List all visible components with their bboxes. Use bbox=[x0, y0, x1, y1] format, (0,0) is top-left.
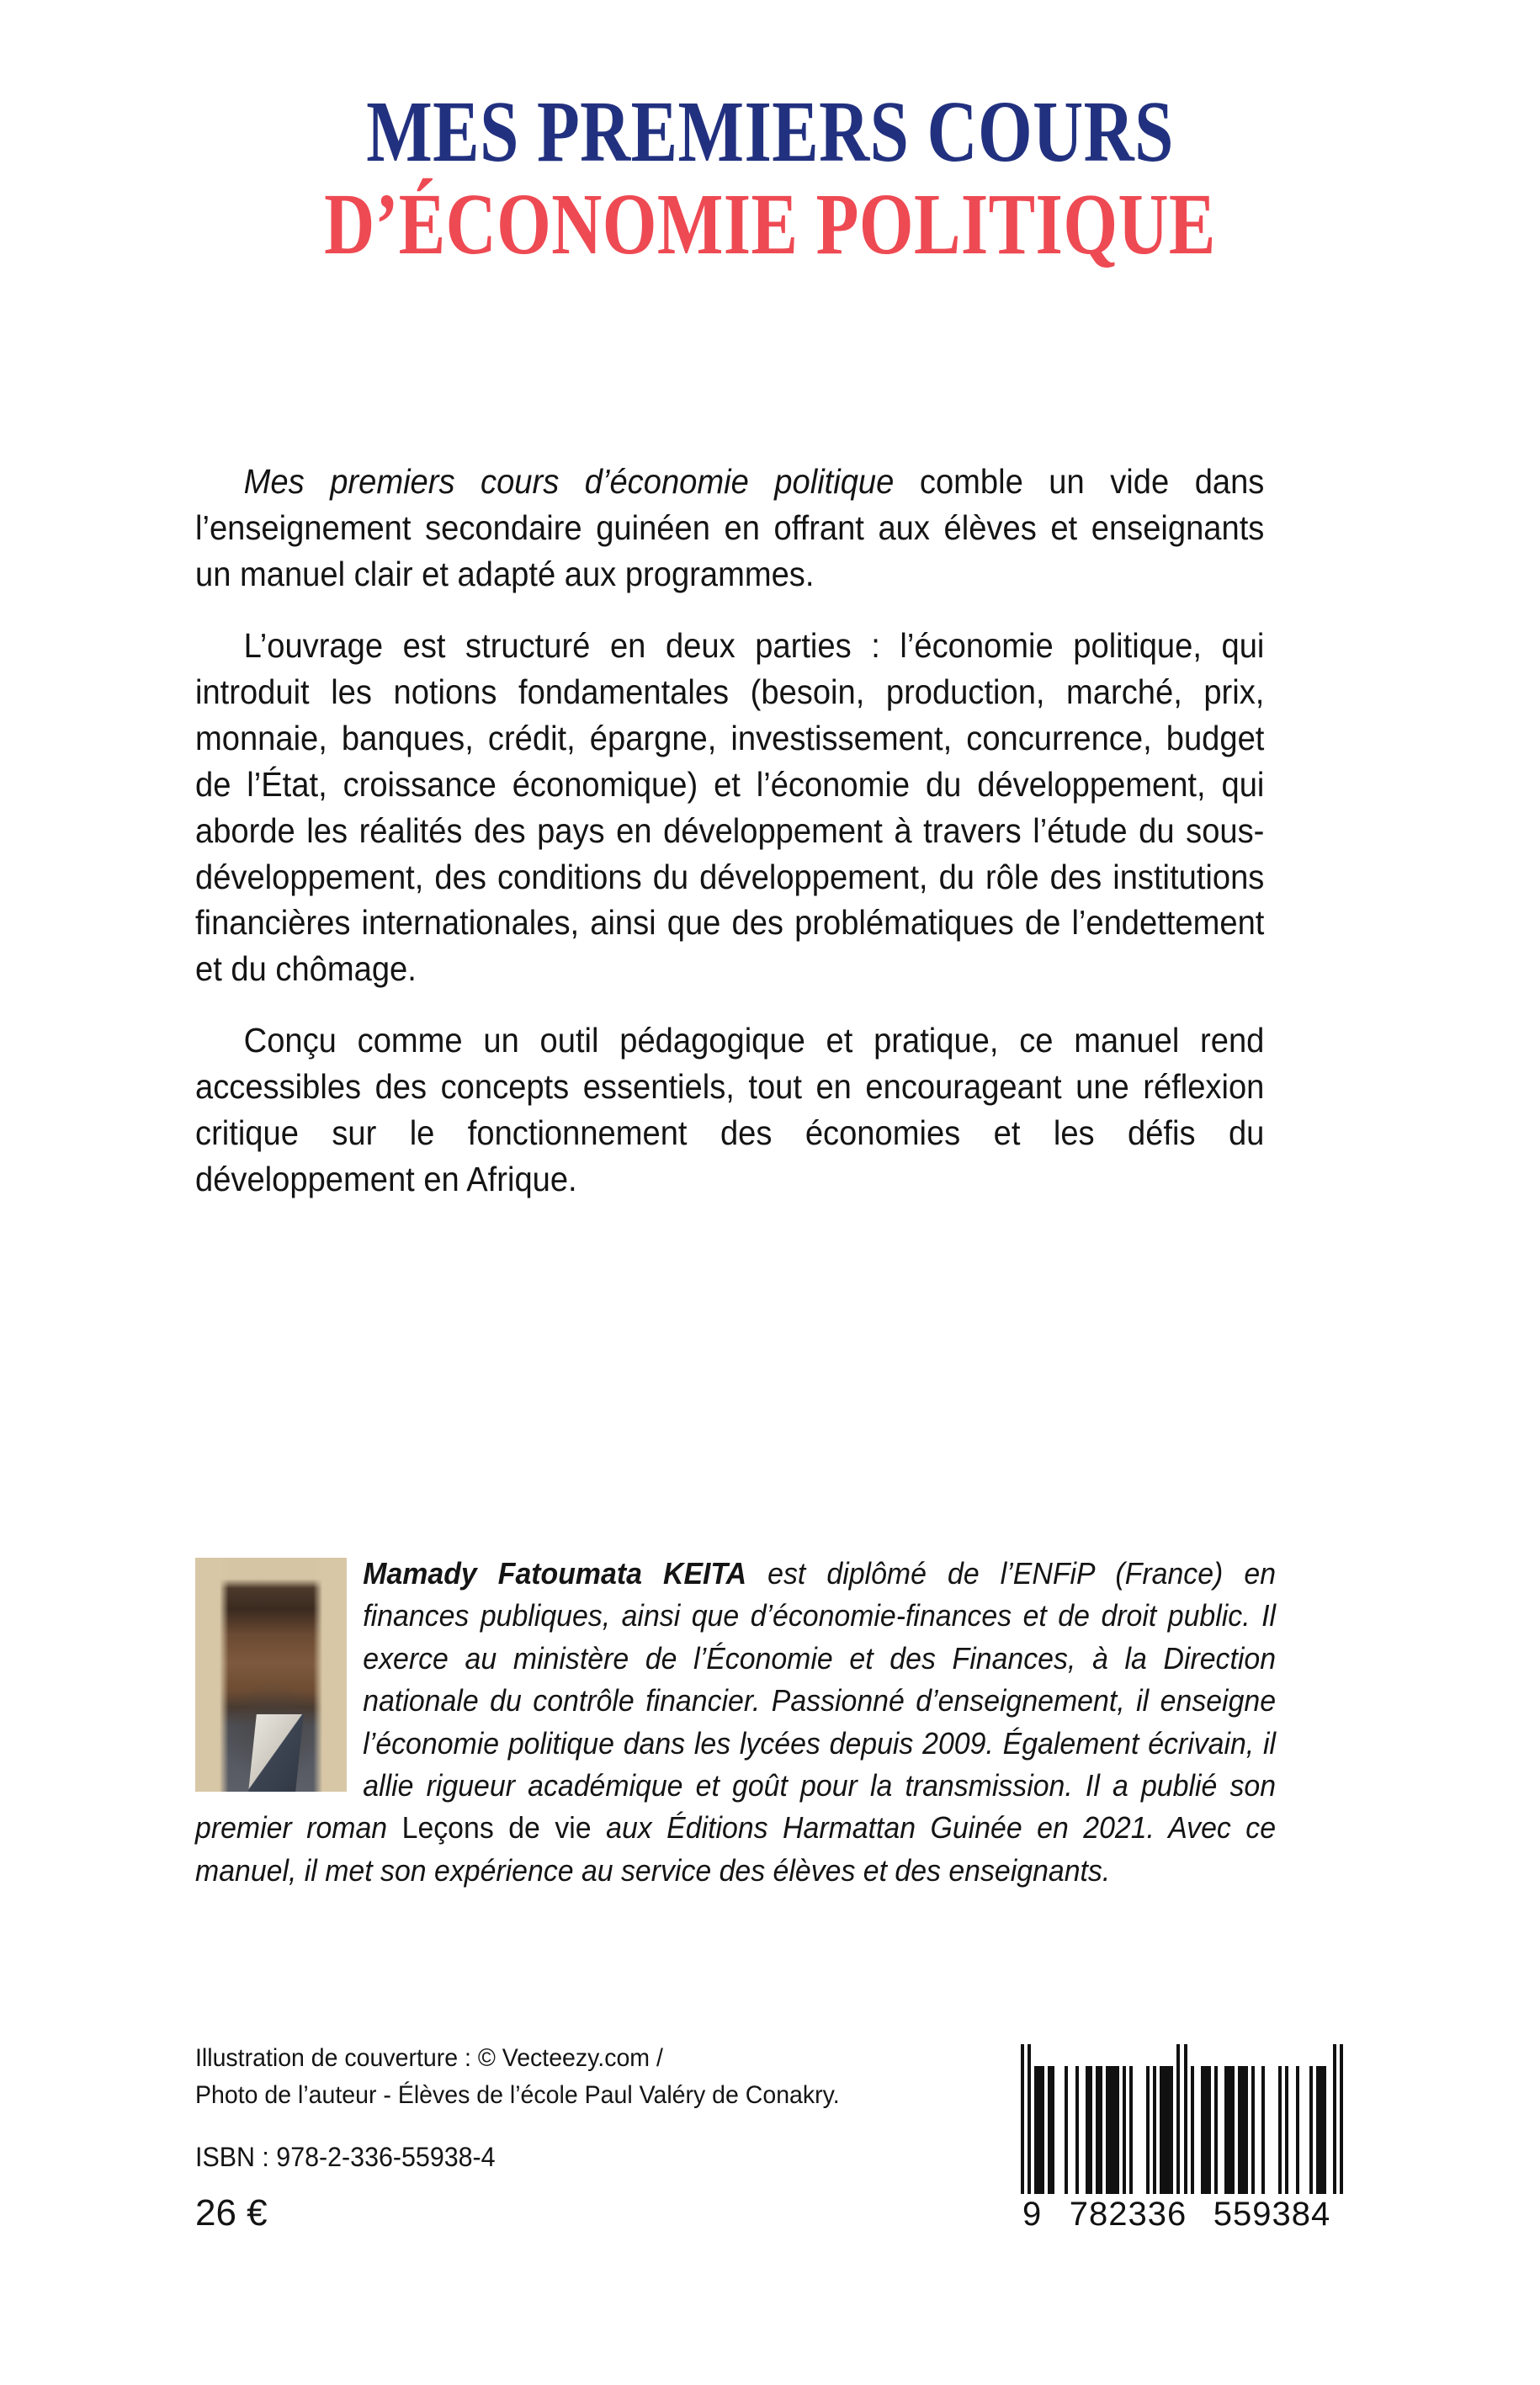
cover-credits bbox=[195, 2040, 840, 2114]
ean13-barcode bbox=[1021, 2066, 1344, 2234]
blurb-paragraph-1-rest: comble un vide dans l’enseignement secondaire guinéen en offrant aux élèves et enseignants un manuel clair et adapté aux programmes. bbox=[195, 462, 1265, 593]
credit-illustration: Illustration de couverture : © Vecteezy.com / bbox=[195, 2044, 663, 2072]
author-name: Mamady Fatoumata KEITA bbox=[363, 1556, 747, 1591]
price-text: 26 € bbox=[195, 2192, 268, 2234]
title-line-secondary: D’ÉCONOMIE POLITIQUE bbox=[324, 176, 1216, 273]
author-bio-text bbox=[195, 1553, 1276, 1892]
barcode-digits bbox=[1021, 2196, 1344, 2234]
barcode-group-left: 782336 bbox=[1069, 2196, 1187, 2233]
cover-title bbox=[0, 83, 1540, 273]
credit-photo: Photo de l’auteur - Élèves de l’école Paul Valéry de Conakry. bbox=[195, 2080, 840, 2109]
blurb-paragraph-1 bbox=[195, 459, 1264, 598]
barcode-bars bbox=[1021, 2066, 1344, 2194]
title-line-primary: MES PREMIERS COURS bbox=[366, 83, 1174, 180]
author-bio-part-2: aux Éditions Harmattan Guinée en 2021. Avec ce manuel, il met son expérience au service des élèves et des enseignants. bbox=[195, 1810, 1277, 1888]
blurb-paragraph-2: L’ouvrage est structuré en deux parties : l’économie politique, qui introduit les notions fondamentales (besoin, production, marché, prix, monnaie, banques, crédit, épargne, investissement, concurrence, budget de l’État, croissance économique) et l’économie du développement, qui aborde les réalités des pays en développement à travers l’étude du sous-développement, des conditions du développement, du rôle des institutions financières internationales, ainsi que des problématiques de l’endettement et du chômage. bbox=[195, 625, 1265, 989]
book-title-italic: Mes premiers cours d’économie politique bbox=[243, 462, 895, 501]
author-first-novel-title: Leçons de vie bbox=[401, 1810, 592, 1846]
blurb-paragraph-3: Conçu comme un outil pédagogique et pratique, ce manuel rend accessibles des concepts essentiels, tout en encourageant une réflexion critique sur le fonctionnement des économies et les défis du développement en Afrique. bbox=[195, 1021, 1265, 1199]
isbn-text: ISBN : 978-2-336-55938-4 bbox=[195, 2142, 496, 2172]
author-bio-section bbox=[195, 1553, 1345, 1892]
author-bio-part-1: est diplômé de l’ENFiP (France) en finances publiques, ainsi que d’économie-finances et de droit public. Il exerce au ministère de l’Économie et des Finances, à la Direction nationale du contrôle financier. Passionné d’enseignement, il enseigne l’économie politique dans les lycées depuis 2009. Également écrivain, il allie rigueur académique et goût pour la transmission. Il a publié son premier roman bbox=[195, 1556, 1277, 1846]
blurb-section bbox=[195, 459, 1345, 1203]
barcode-lead-digit: 9 bbox=[1022, 2196, 1043, 2233]
barcode-group-right: 559384 bbox=[1213, 2196, 1331, 2233]
